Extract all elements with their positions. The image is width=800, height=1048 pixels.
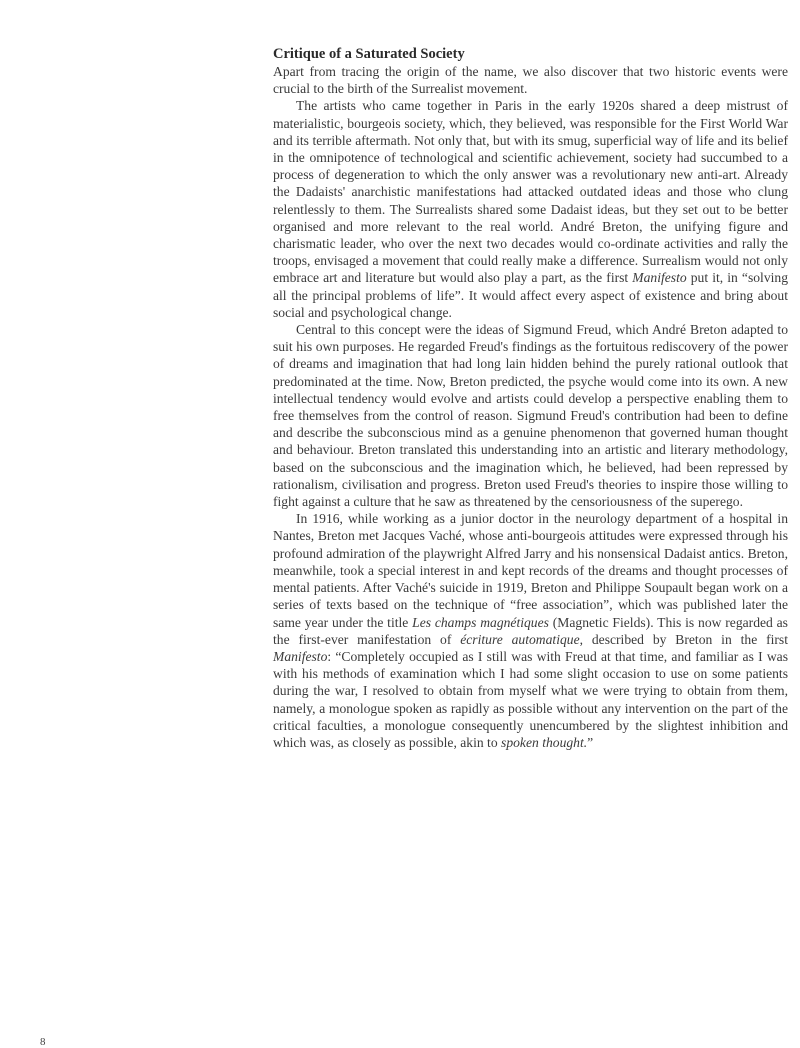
article-body [273, 45, 788, 751]
text-run: ” [587, 734, 594, 750]
text-run: : “Completely occupied as I still was with Freud at that time, and familiar as I was with his methods of examination which I had some slight occasion to use on some patients during the war, I resolved to obtain from myself what we were trying to obtain from them, namely, a monologue spoken as rapidly as possible without any intervention on the part of the critical faculties, a monologue consequently unencumbered by the slightest inhibition and which was, as closely as possible, akin to [273, 648, 788, 750]
page-number: 8 [40, 1036, 46, 1048]
paragraph-list [273, 63, 788, 751]
text-run: The artists who came together in Paris in the early 1920s shared a deep mistrust of materialistic, bourgeois society, which, they believed, was responsible for the First World War and its terrible aftermath. Not only that, but with its smug, superficial way of life and its belief in the omnipotence of technological and scientific achievement, society had succumbed to a process of degeneration to which the only answer was a revolutionary new anti-art. Already the Dadaists' anarchistic manifestations had attacked outdated ideas and those who clung relentlessly to them. The Surrealists shared some Dadaist ideas, but they set out to be better organised and more relevant to the real world. André Breton, the unifying figure and charismatic leader, who over the next two decades would co-ordinate activities and rally the troops, envisaged a movement that could really make a difference. Surrealism would not only embrace art and literature but would also play a part, as the first [273, 98, 788, 286]
text-run: (Magnetic Fields). This is now regarded as the first-ever manifestation of [273, 614, 788, 647]
text-run: Apart from tracing the origin of the name, we also discover that two historic events were crucial to the birth of the Surrealist movement. [273, 64, 788, 97]
italic-text: Manifesto [632, 270, 687, 286]
italic-text: écriture automatique [460, 631, 580, 647]
body-paragraph [273, 63, 788, 97]
section-heading: Critique of a Saturated Society [273, 46, 465, 62]
body-paragraph [273, 510, 788, 751]
text-run: In 1916, while working as a junior doctor in the neurology department of a hospital in Nantes, Breton met Jacques Vaché, whose anti-bourgeois attitudes were expressed through his profound admiration of the playwright Alfred Jarry and his nonsensical Dadaist antics. Breton, meanwhile, took a special interest in and kept records of the dreams and thought processes of mental patients. After Vaché's suicide in 1919, Breton and Philippe Soupault began work on a series of texts based on the technique of “free association”, which was published later the same year under the title [273, 511, 788, 630]
text-run: , described by Breton in the first [579, 631, 788, 647]
text-run: Central to this concept were the ideas of Sigmund Freud, which André Breton adapted to suit his own purposes. He regarded Freud's findings as the fortuitous rediscovery of the power of dreams and imagination that had long lain hidden behind the purely rational outlook that predominated at the time. Now, Breton predicted, the psyche would come into its own. A new intellectual tendency would evolve and artists could develop a perspective enabling them to free themselves from the control of reason. Sigmund Freud's contribution had been to define and describe the subconscious mind as a genuine phenomenon that governed human thought and behaviour. Breton translated this understanding into an artistic and literary methodology, based on the subconscious and the imagination which, he believed, had been repressed by rationalism, civilisation and progress. Breton used Freud's theories to inspire those willing to fight against a culture that he saw as threatened by the censoriousness of the superego. [273, 322, 788, 510]
body-paragraph [273, 97, 788, 321]
italic-text: Manifesto [273, 648, 328, 664]
text-run: put it, in “solving all the principal problems of life”. It would affect every aspect of existence and bring about social and psychological change. [273, 270, 788, 320]
body-paragraph [273, 321, 788, 510]
italic-text: Les champs magnétiques [412, 614, 549, 630]
italic-text: spoken thought. [501, 734, 588, 750]
